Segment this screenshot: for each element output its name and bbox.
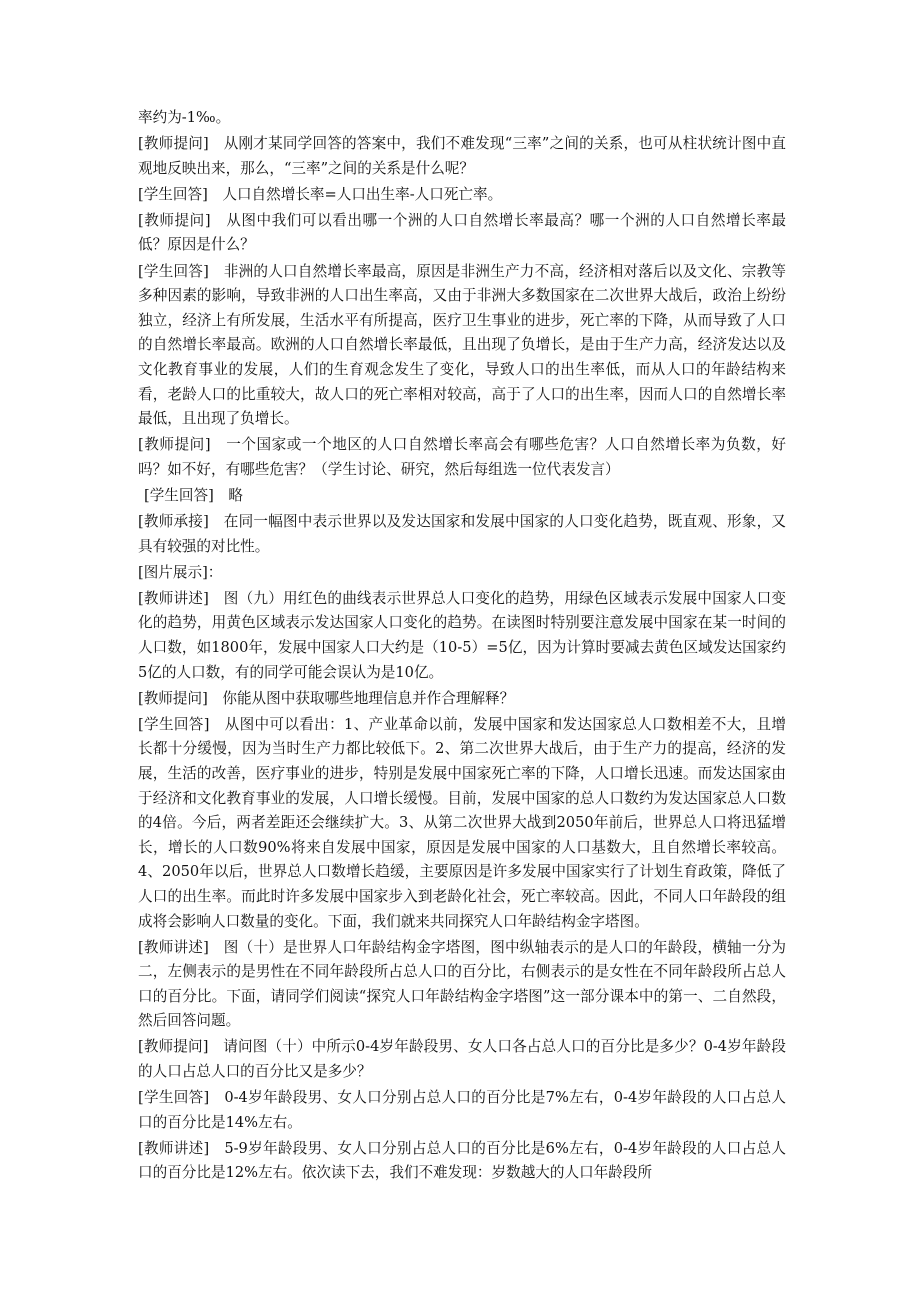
paragraph-continuation: 率约为-1‰。 — [138, 109, 231, 126]
paragraph-student-answer: [学生回答] 从图中可以看出：1、产业革命以前，发展中国家和发达国家总人口数相差不大，且增长都十分缓慢，因为当时生产力都比较低下。2、第二次世界大战后，由于生产力的提高，经济的发展，生活的改善，医疗事业的进步，特别是发展中国家死亡率的下降，人口增长迅速。而发达国家由于经济和文化教育事业的发展，人口增长缓慢。目前，发展中国家的总人口数约为发达国家总人口数的4倍。今后，两者差距还会继续扩大。3、从第二次世界大战到2050年前后，世界总人口将迅猛增长，增长的人口数90%将来自发展中国家，原因是发展中国家的人口基数大，且自然增长率较高。4、2050年以后，世界总人口数增长趋缓，主要原因是许多发展中国家实行了计划生育政策，降低了人口的出生率。而此时许多发展中国家步入到老龄化社会，死亡率较高。因此，不同人口年龄段的组成将会影响人口数量的变化。下面，我们就来共同探究人口年龄结构金字塔图。 — [138, 715, 786, 930]
paragraph-teacher-explanation: [教师讲述] 图（十）是世界人口年龄结构金字塔图，图中纵轴表示的是人口的年龄段，横轴一分为二，左侧表示的是男性在不同年龄段所占总人口的百分比，右侧表示的是女性在不同年龄段所占总人口的百分比。下面，请同学们阅读“探究人口年龄结构金字塔图”这一部分课本中的第一、二自然段，然后回答问题。 — [138, 938, 786, 1030]
paragraph-teacher-question: [教师提问] 从图中我们可以看出哪一个洲的人口自然增长率最高？哪一个洲的人口自然增长率最低？原因是什么？ — [138, 211, 786, 254]
paragraph-student-answer: [学生回答] 0-4岁年龄段男、女人口分别占总人口的百分比是7%左右，0-4岁年龄段的人口占总人口的百分比是14%左右。 — [138, 1089, 786, 1131]
paragraph-teacher-explanation: [教师讲述] 5-9岁年龄段男、女人口分别占总人口的百分比是6%左右，0-4岁年龄段的人口占总人口的百分比是12%左右。依次读下去，我们不难发现：岁数越大的人口年龄段所 — [138, 1139, 786, 1182]
paragraph-teacher-question: [教师提问] 一个国家或一个地区的人口自然增长率高会有哪些危害？人口自然增长率为负数，好吗？如不好，有哪些危害？（学生讨论、研究，然后每组选一位代表发言） — [138, 436, 786, 478]
paragraph-teacher-question: [教师提问] 从刚才某同学回答的答案中，我们不难发现“三率”之间的关系，也可从柱状统计图中直观地反映出来，那么，“三率”之间的关系是什么呢？ — [138, 135, 786, 177]
paragraph-student-answer: [学生回答] 略 — [144, 486, 243, 504]
paragraph-teacher-explanation: [教师讲述] 图（九）用红色的曲线表示世界总人口变化的趋势，用绿色区域表示发展中国家人口变化的趋势，用黄色区域表示发达国家人口变化的趋势。在读图时特别要注意发展中国家在某一时间的人口数，如1800年，发展中国家人口大约是（10-5）=5亿，因为计算时要减去黄色区域发达国家约5亿的人口数，有的同学可能会误认为是10亿。 — [138, 589, 786, 681]
paragraph-image-display: [图片展示]： — [138, 563, 223, 581]
paragraph-teacher-transition: [教师承接] 在同一幅图中表示世界以及发达国家和发展中国家的人口变化趋势，既直观、形象，又具有较强的对比性。 — [138, 513, 786, 555]
paragraph-student-answer: [学生回答] 人口自然增长率=人口出生率-人口死亡率。 — [138, 185, 503, 203]
paragraph-student-answer: [学生回答] 非洲的人口自然增长率最高，原因是非洲生产力不高，经济相对落后以及文化、宗教等多种因素的影响，导致非洲的人口出生率高，又由于非洲大多数国家在二次世界大战后，政治上纷纷独立，经济上有所发展，生活水平有所提高，医疗卫生事业的进步，死亡率的下降，从而导致了人口的自然增长率最高。欧洲的人口自然增长率最低，且出现了负增长，是由于生产力高，经济发达以及文化教育事业的发展，人们的生育观念发生了变化，导致人口的出生率低，而从人口的年龄结构来看，老龄人口的比重较大，故人口的死亡率相对较高，高于了人口的出生率，因而人口的自然增长率最低，且出现了负增长。 — [138, 262, 786, 428]
paragraph-teacher-question: [教师提问] 请问图（十）中所示0-4岁年龄段男、女人口各占总人口的百分比是多少？0-4岁年龄段的人口占总人口的百分比又是多少？ — [138, 1038, 786, 1081]
paragraph-teacher-question: [教师提问] 你能从图中获取哪些地理信息并作合理解释？ — [138, 689, 515, 707]
document-page — [138, 106, 786, 1186]
